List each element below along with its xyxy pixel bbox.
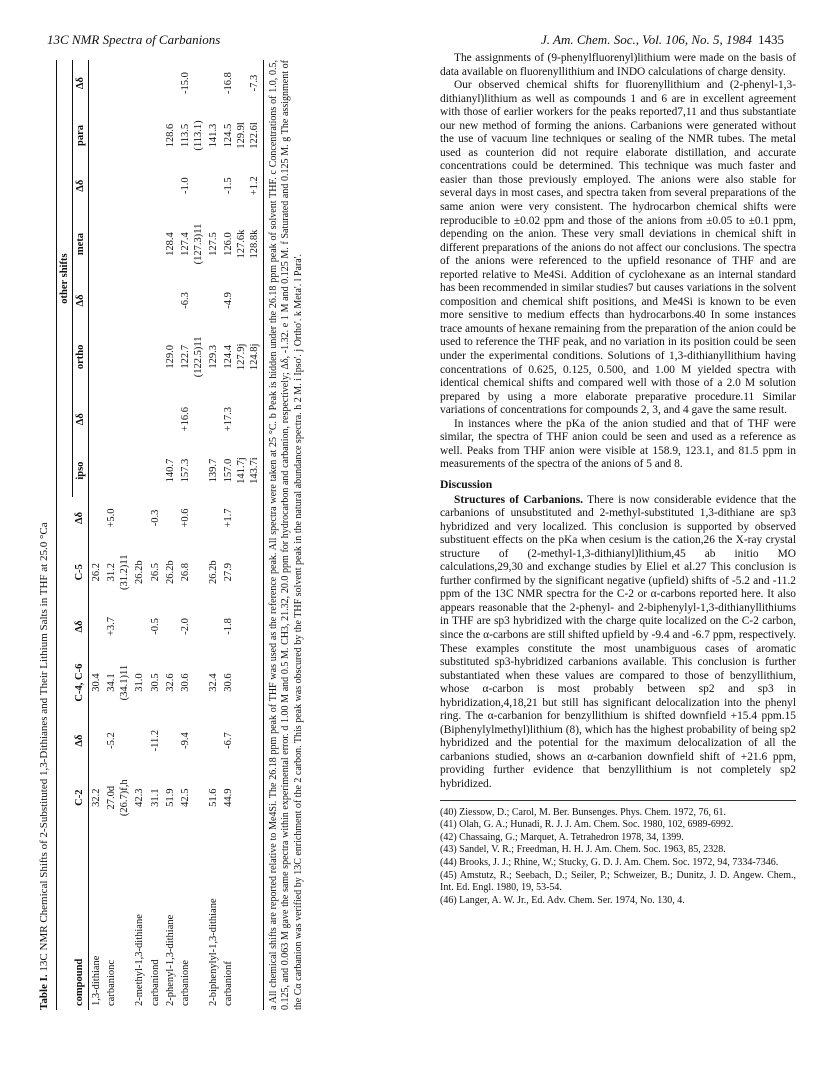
paragraph-4-text: There is now considerable evidence that the carbanions of unsubstituted and 2-methyl-substituted 1,3-dithiane are sp3 hybridized and very localized. This conclusion is supported by observed substituent effects on the pKa when cesium is the cation,26 the X-ray crystal structure of (2-methyl-1,3-dithianyl)lithium,45 ab initio MO calculations,29,30 and exchange studies by Eliel et al.27 This conclusion is further confirmed by the significant negative (upfield) shifts of -5.2 and -11.2 ppm of the 13C NMR spectra for the C-2 or α-carbons reported here. It also appears reasonable that the 2-phenyl- and 2-biphenylyl-1,3-dithianyllithiums in THF are sp3 hybridized with the charge quite localized on the C-2 carbon, since the α-carbons are still shifted upfield by -9.4 and -6.7 ppm, respectively. These examples constitute the most unambiguous cases of aromatic substituted sp3-hybridized carbanions available. This conclusion is further substantiated when these values are compared to those of benzyllithium, whose α-carbon is most probably between sp2 and sp3 in hybridization,4,18,21 but still has significant delocalization into the phenyl ring. The α-carbanion for benzyllithium is shifted downfield +15.4 ppm.15 (Biphenylylmethyl)lithium (8), which has the highest probability of being sp2 hybridized and the potential for the maximum delocalization of all the carbanions studied, shows an α-carbanion downfield shift of +21.6 ppm, providing further evidence that benzyllithium is not completely sp2 hybridized. — [440, 493, 796, 790]
table-cell: -1.5 +1.2 — [221, 165, 263, 207]
table-cell — [206, 606, 221, 648]
table-cell — [132, 497, 147, 539]
table-cell: 27.0d (26.7)f,h — [106, 779, 131, 817]
table-cell — [163, 165, 178, 207]
table-cell: -4.9 — [221, 282, 263, 320]
reference-item: (44) Brooks, J. J.; Rhine, W.; Stucky, G. D. J. Am. Chem. Soc. 1972, 94, 7334-7346. — [440, 856, 779, 868]
paragraph-4 — [440, 494, 796, 792]
column-header: C-2 — [72, 763, 88, 832]
table-cell: +16.6 — [179, 407, 191, 432]
section-heading: Discussion — [440, 477, 493, 491]
column-header: compound — [72, 832, 88, 1010]
table-cell — [89, 319, 105, 394]
table-cell: -6.7 — [221, 718, 263, 763]
table-cell: -1.0 — [179, 177, 191, 195]
table-cell: carbanionc — [106, 959, 118, 1006]
references-list — [440, 807, 796, 908]
table-cell: 1,3-dithiane — [91, 955, 102, 1006]
running-header-journal — [541, 32, 784, 48]
table-row — [89, 60, 105, 1010]
table-cell: 44.9 — [221, 763, 263, 832]
table-cell: carbanionf — [221, 832, 263, 1010]
table-cell: 124.4 127.9j 124.8j — [221, 319, 263, 394]
rotated-table — [38, 60, 368, 1010]
table-cell — [89, 282, 105, 320]
table-cell: 26.8 — [179, 563, 191, 582]
table-cell: 129.0 — [164, 345, 176, 369]
subheading: Structures of Carbanions. — [454, 493, 584, 506]
table-cell — [89, 394, 105, 444]
references-divider — [440, 800, 796, 801]
table-cell: -0.3 — [149, 509, 161, 527]
table-cell: -5.2 — [106, 732, 118, 749]
table-cell — [148, 165, 163, 207]
table-cell — [89, 444, 105, 497]
table-cell: -9.4 — [179, 732, 191, 749]
table-cell — [206, 282, 221, 320]
table-cell: -1.8 — [221, 606, 263, 648]
table-cell — [132, 319, 147, 394]
text-column — [440, 52, 796, 907]
table-cell: -2.0 — [179, 618, 191, 635]
table-cell — [148, 394, 163, 444]
table-cell: 30.6 — [221, 647, 263, 718]
table-cell — [104, 165, 132, 207]
table-cell: 26.2 — [91, 563, 102, 582]
table-row — [104, 60, 132, 1010]
table-cell: 2-methyl-1,3-dithiane — [134, 914, 146, 1006]
table-cell: -0.5 — [149, 618, 161, 635]
table-cell: 2-phenyl-1,3-dithiane — [164, 914, 176, 1006]
table-cell — [104, 319, 132, 394]
table-cell — [132, 207, 147, 282]
table-cell — [163, 718, 178, 763]
table-cell: carbanione — [179, 959, 191, 1006]
table-cell — [104, 394, 132, 444]
table-cell: 31.2 (31.2)11 — [106, 554, 131, 590]
table-row — [163, 60, 178, 1010]
table-cell: +1.7 — [221, 497, 263, 539]
table-cell — [104, 207, 132, 282]
column-header: Δδ — [72, 394, 88, 444]
table-cell — [206, 718, 221, 763]
table-cell: 124.5 129.9l 122.6l — [221, 106, 263, 165]
table-row — [221, 60, 263, 1010]
table-cell: 30.4 — [91, 673, 102, 692]
table-cell — [206, 394, 221, 444]
table-cell — [89, 606, 105, 648]
table-cell — [132, 444, 147, 497]
table-row — [206, 60, 221, 1010]
table-cell — [163, 497, 178, 539]
column-header: Δδ — [72, 606, 88, 648]
table-row — [132, 60, 147, 1010]
table-cell: 32.6 — [164, 673, 176, 692]
table-cell — [89, 165, 105, 207]
table-cell: +5.0 — [106, 508, 118, 528]
column-header: meta — [72, 207, 88, 282]
table-cell — [132, 718, 147, 763]
table-cell — [163, 60, 178, 106]
table-cell — [132, 106, 147, 165]
table-cell: -6.3 — [179, 292, 191, 309]
table-cell — [104, 444, 132, 497]
table-cell — [148, 319, 163, 394]
table-cell: 26.2b — [164, 560, 176, 585]
table-cell — [89, 60, 105, 106]
table-cell: 122.7 (122.5)11 — [179, 336, 204, 378]
table-cell — [89, 106, 105, 165]
table-cell: 26.5 — [149, 563, 161, 582]
table-cell — [206, 165, 221, 207]
column-header: Δδ — [72, 165, 88, 207]
table-caption-text: 13C NMR Chemical Shifts of 2-Substituted 1,3-Dithianes and Their Lithium Salts in THF at 25.0 °Ca — [38, 522, 50, 972]
table-cell: 32.2 — [91, 788, 102, 807]
table-cell: -15.0 — [179, 72, 191, 94]
table-caption — [38, 60, 52, 1010]
table-cell: 32.4 — [208, 673, 219, 692]
table-cell: 140.7 — [164, 458, 176, 483]
table-cell: 113.5 (113.1) — [179, 120, 204, 151]
other-shifts-header: other shifts — [56, 60, 72, 497]
table-cell — [148, 444, 163, 497]
table-cell: 27.9 — [221, 539, 263, 606]
column-header: Δδ — [72, 282, 88, 320]
reference-item: (42) Chassaing, G.; Marquet, A. Tetrahedron 1978, 34, 1399. — [440, 831, 684, 843]
table-cell — [148, 60, 163, 106]
column-header: Δδ — [72, 60, 88, 106]
table-cell: 128.6 — [164, 123, 176, 148]
table-cell — [148, 106, 163, 165]
column-header: para — [72, 106, 88, 165]
reference-item: (40) Ziessow, D.; Carol, M. Ber. Bunsenges. Phys. Chem. 1972, 76, 61. — [440, 806, 727, 818]
journal-citation: J. Am. Chem. Soc., Vol. 106, No. 5, 1984 — [541, 32, 752, 47]
table-cell — [206, 497, 221, 539]
table-cell: 127.4 (127.3)11 — [179, 223, 204, 265]
running-header-title: 13C NMR Spectra of Carbanions — [47, 32, 221, 47]
table-row — [148, 60, 163, 1010]
table-cell — [148, 207, 163, 282]
table-cell — [104, 106, 132, 165]
table-cell: 139.7 — [208, 458, 219, 483]
table-cell: +0.6 — [179, 508, 191, 528]
table-cell — [132, 282, 147, 320]
reference-item: (43) Sandel, V. R.; Freedman, H. H. J. Am. Chem. Soc. 1963, 85, 2328. — [440, 844, 726, 856]
table-cell: 2-biphenylyl-1,3-dithiane — [208, 898, 219, 1006]
table-cell — [89, 207, 105, 282]
table-cell: 42.5 — [179, 788, 191, 807]
table-cell: -16.8 -7.3 — [221, 60, 263, 106]
table-cell: 157.3 — [179, 458, 191, 483]
paragraph-2: Our observed chemical shifts for fluorenyllithium and (2-phenyl-1,3-dithianyl)lithium as well as compounds 1 and 6 are in excellent agreement with those of earlier workers for the peaks reported7,11 and thus substantiate our new method of forming the anions. Carbanions were generated without the use of vacuum line techniques or sealing of the NMR tubes. The metal used as counterion did not require elaborate distillation, and accurate concentrations could be determined. This technique was much faster and easier than those previously employed. The anions were also stable for several days in most cases, and spectra taken from several preparations of the same anion were very consistent. The hydrocarbon chemical shifts were reproducible to ±0.02 ppm and those of the anions from ±0.05 to ±0.1 ppm, depending on the anion. These very small deviations in chemical shift in different preparations of the anions do not affect our conclusions. The spectra of the anions were referenced to the upfield resonance of THF and are reported relative to Me4Si. Addition of cyclohexane as an internal standard has been recommended in similar studies7 but causes variations in the solvent composition and chemical shift positions, and Me4Si is known to be even more sensitive to medium effects than hydrocarbons.40 In some instances trace amounts of hexane remaining from the preparation of the anion could be used to reference the THF peak, and no variation in its position could be seen under the experimental conditions. Solutions of 1,3-dithianyllithium having concentrations of 0.625, 0.125, 0.500, and 1.00 M yielded spectra with identical chemical shifts and compared well with those of a 2.0 M solution prepared by using a more elaborate preparative procedure.11 Similar variations of concentrations for compounds 2, 3, and 4 gave the same result. — [440, 79, 796, 417]
table-cell — [163, 606, 178, 648]
table-cell — [132, 60, 147, 106]
table-cell: 127.5 — [208, 232, 219, 256]
table-cell — [132, 165, 147, 207]
table-cell: 31.1 — [149, 788, 161, 807]
column-header: Δδ — [72, 718, 88, 763]
table-footnote: a All chemical shifts are reported relative to Me4Si. The 26.18 ppm peak of THF was used as the reference peak. All spectra were taken at 25 °C. b Peak is hidden under the 26.18 ppm peak of solvent THF. c Concentrations of 1.0, 0.5, 0.125, and 0.063 M gave the same spectra within experimental error. d 1.00 M and 0.5 M. CH3, 21.32, 20.0 ppm for hydrocarbon and carbanion, respectively; Δδ, -1.32. e 1 M and 0.125 M. f Saturated and 0.125 M. g The assignment of the Cα carbanion was verified by 13C enrichment of the 2 carbon. This peak was obscured by the THF solvent peak in the natural abundance spectra. h 2 M. i Ipso'. j Ortho'. k Meta'. l Para'. — [267, 60, 304, 1010]
paragraph-3: In instances where the pKa of the anion studied and that of THF were similar, the spectra of THF anion could be seen and used as a reference as well. Peaks from THF anion were visible at 158.9, 123.1, and 81.5 ppm in measurements of the spectra of the anions of 5 and 8. — [440, 417, 796, 471]
table-cell: 129.3 — [208, 345, 219, 369]
table-cell: 126.0 127.6k 128.8k — [221, 207, 263, 282]
table-label: Table I. — [38, 974, 50, 1010]
column-header: Δδ — [72, 497, 88, 539]
table-cell: 157.0 141.7j 143.7i — [221, 444, 263, 497]
paragraph-1: The assignments of (9-phenylfluorenyl)lithium were made on the basis of data available on fluorenyllithium and INDO calculations of charge density. — [440, 52, 796, 78]
table-cell: 141.3 — [208, 123, 219, 148]
table-cell — [132, 606, 147, 648]
table-cell: 51.9 — [164, 788, 176, 807]
column-header: C-5 — [72, 539, 88, 606]
table-cell: carbaniond — [149, 959, 161, 1006]
table-cell: 34.1 (34.1)11 — [106, 664, 131, 701]
table-cell — [104, 60, 132, 106]
table-cell: +17.3 — [221, 394, 263, 444]
table-row — [178, 60, 206, 1010]
table-cell — [132, 394, 147, 444]
column-header: ortho — [72, 319, 88, 394]
table-cell — [206, 60, 221, 106]
reference-item: (45) Amstutz, R.; Seebach, D.; Seiler, P.; Schweizer, B.; Dunitz, J. D. Angew. Chem., Int. Ed. Engl. 1980, 19, 53-54. — [440, 869, 796, 894]
table-cell: 128.4 — [164, 232, 176, 256]
column-header: C-4, C-6 — [72, 647, 88, 718]
column-header: ipso — [72, 444, 88, 497]
page-number: 1435 — [758, 32, 784, 47]
table-body — [89, 60, 264, 1010]
table-cell: 26.2b — [208, 560, 219, 585]
reference-item: (46) Langer, A. W. Jr., Ed. Adv. Chem. Ser. 1974, No. 130, 4. — [440, 894, 685, 906]
table-cell — [163, 394, 178, 444]
table-cell — [148, 282, 163, 320]
table-cell — [89, 497, 105, 539]
table-cell: 30.6 — [179, 673, 191, 692]
table-cell: 42.3 — [134, 788, 146, 807]
table-header-row — [72, 60, 88, 1010]
table-cell: 30.5 — [149, 673, 161, 692]
table-cell — [89, 718, 105, 763]
table-cell — [104, 282, 132, 320]
table-cell: 26.2b — [134, 560, 146, 585]
table-cell: -11.2 — [149, 729, 161, 752]
table-cell: +3.7 — [106, 616, 118, 636]
reference-item: (41) Olah, G. A.; Hunadi, R. J. J. Am. Chem. Soc. 1980, 102, 6989-6992. — [440, 819, 734, 831]
table-cell: 51.6 — [208, 788, 219, 807]
shifts-table — [56, 60, 264, 1010]
table-cell: 31.0 — [134, 673, 146, 692]
table-cell — [163, 282, 178, 320]
